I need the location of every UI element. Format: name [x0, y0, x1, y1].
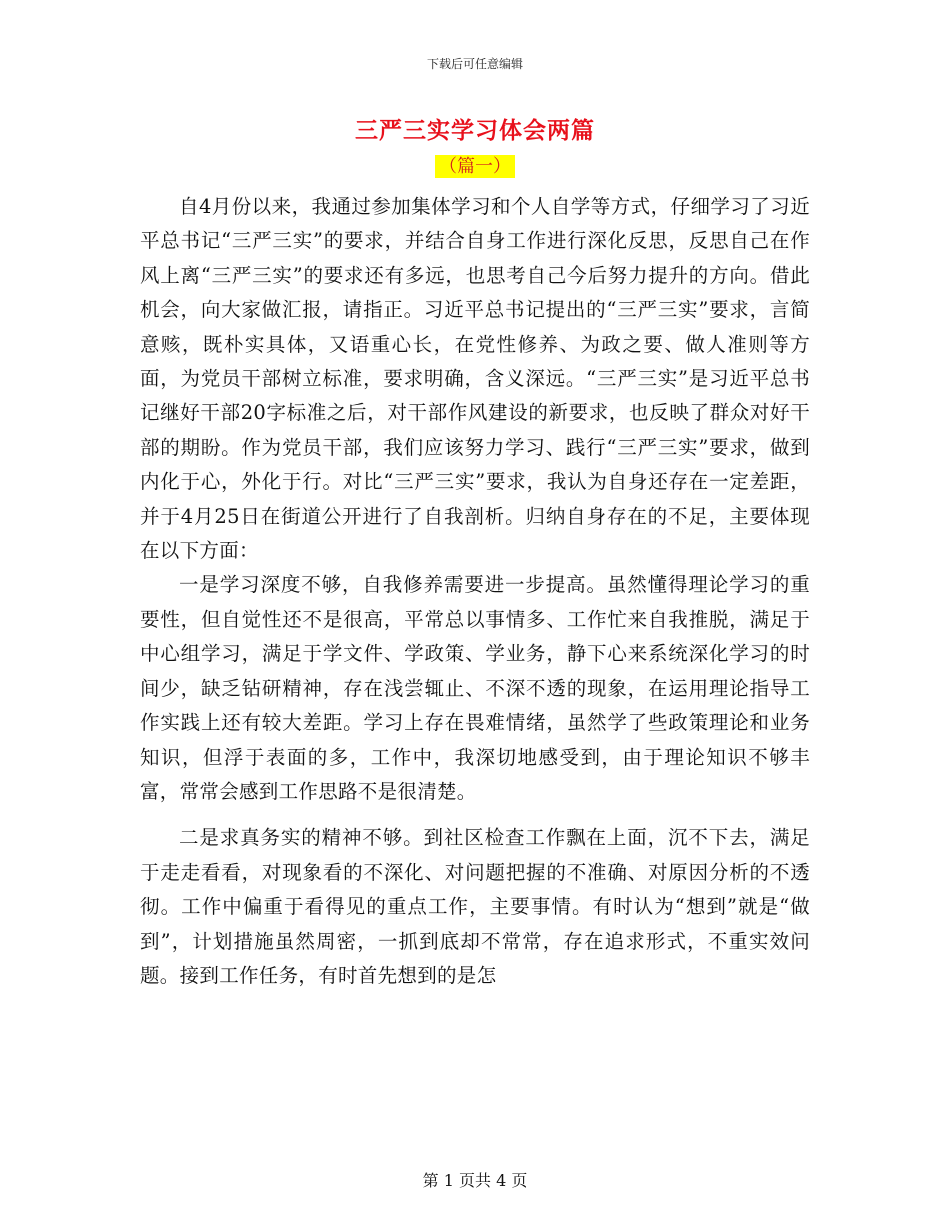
document-body	[140, 190, 810, 993]
header-note: 下载后可任意编辑	[426, 57, 523, 71]
paragraph-point-one: 一是学习深度不够，自我修养需要进一步提高。虽然懂得理论学习的重要性，但自觉性还不是很高，平常总以事情多、工作忙来自我推脱，满足于中心组学习，满足于学文件、学政策、学业务，静下心来系统深化学习的时间少，缺乏钻研精神，存在浅尝辄止、不深不透的现象，在运用理论指导工作实践上还有较大差距。学习上存在畏难情绪，虽然学了些政策理论和业务知识，但浮于表面的多，工作中，我深切地感受到，由于理论知识不够丰富，常常会感到工作思路不是很清楚。	[140, 573, 810, 803]
document-title: 三严三实学习体会两篇	[355, 118, 595, 144]
document-subtitle	[0, 152, 950, 178]
paragraph-intro: 自4月份以来，我通过参加集体学习和个人自学等方式，仔细学习了习近平总书记“三严三实”的要求，并结合自身工作进行深化反思，反思自己在作风上离“三严三实”的要求还有多远，也思考自己今后努力提升的方向。借此机会，向大家做汇报，请指正。习近平总书记提出的“三严三实”要求，言简意赅，既朴实具体，又语重心长，在党性修养、为政之要、做人准则等方面，为党员干部树立标准，要求明确，含义深远。“三严三实”是习近平总书记继好干部20字标准之后，对干部作风建设的新要求，也反映了群众对好干部的期盼。作为党员干部，我们应该努力学习、践行“三严三实”要求，做到内化于心，外化于行。对比“三严三实”要求，我认为自身还存在一定差距，并于4月25日在街道公开进行了自我剖析。归纳自身存在的不足，主要体现在以下方面：	[140, 195, 810, 563]
subtitle-label: （篇一）	[435, 155, 515, 178]
page-number: 第 1 页共 4 页	[422, 1171, 528, 1190]
paragraph-point-two: 二是求真务实的精神不够。到社区检查工作飘在上面，沉不下去，满足于走走看看，对现象看的不深化、对问题把握的不准确、对原因分析的不透彻。工作中偏重于看得见的重点工作，主要事情。有时认为“想到”就是“做到”，计划措施虽然周密，一抓到底却不常常，存在追求形式，不重实效问题。接到工作任务，有时首先想到的是怎	[140, 826, 810, 987]
